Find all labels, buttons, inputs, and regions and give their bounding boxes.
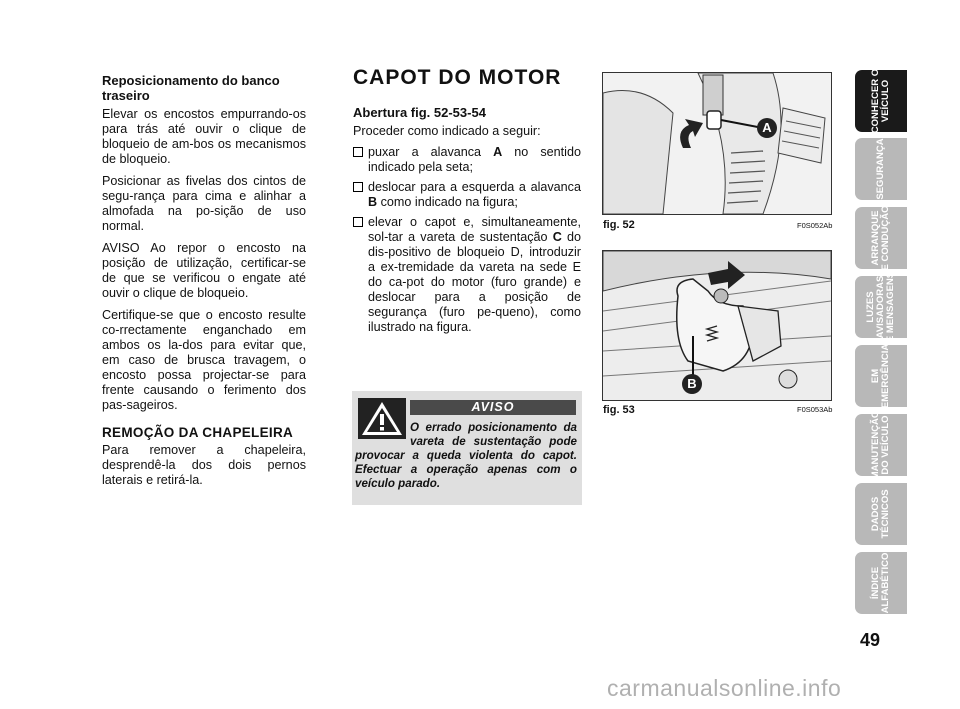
paragraph: Posicionar as fivelas dos cintos de segu-rança para cima e alinhar a almofada na po-sição de uso normal.: [102, 174, 306, 233]
tab-seguranca[interactable]: SEGURANÇA: [855, 138, 907, 200]
figure-caption: fig. 52: [603, 219, 635, 231]
figure-caption: fig. 53: [603, 404, 635, 416]
tab-conhecer-veiculo[interactable]: CONHECER O VEÍCULO: [855, 70, 907, 132]
tab-luzes-avisadoras[interactable]: LUZES AVISADORAS E MENSAGENS: [855, 276, 907, 338]
warning-text: O errado posicionamento da vareta de sustentação pode provocar a queda violenta do capot. Efectuar a operação apenas com o veículo parado.: [355, 421, 577, 490]
section-subtitle: Reposicionamento do banco traseiro: [102, 73, 280, 103]
tab-dados-tecnicos[interactable]: DADOS TÉCNICOS: [855, 483, 907, 545]
tab-manutencao[interactable]: MANUTENÇÃO DO VEÍCULO: [855, 414, 907, 476]
middle-column: [353, 66, 581, 340]
figure-53-image: [602, 250, 832, 401]
watermark: carmanualsonline.info: [607, 675, 842, 701]
paragraph: AVISO Ao repor o encosto na posição de utilização, certificar-se de que se verificou o engate até ouvir o clique de bloqueio.: [102, 241, 306, 300]
bullet-item: deslocar para a esquerda a alavanca B como indicado na figura;: [353, 180, 581, 210]
left-column: [102, 73, 306, 495]
figure-52-image: [602, 72, 832, 215]
tab-emergencia[interactable]: EM EMERGÊNCIA: [855, 345, 907, 407]
figure-code: F0S053Ab: [797, 405, 833, 414]
bullet-item: puxar a alavanca A no sentido indicado pela seta;: [353, 145, 581, 175]
figure-marker-b: B: [682, 374, 702, 394]
section-subtitle: Abertura fig. 52-53-54: [353, 105, 486, 120]
figure-marker-a: A: [757, 118, 777, 138]
tab-arranque-conducao[interactable]: ARRANQUE E CONDUÇÃO: [855, 207, 907, 269]
paragraph: Certifique-se que o encosto resulte co-rrectamente enganchado em ambos os la-dos para evitar que, em caso de brusca travagem, o encosto possa projectar-se para frente causando o ferimento dos pas-sageiros.: [102, 308, 306, 412]
tab-indice-alfabetico[interactable]: ÍNDICE ALFABÉTICO: [855, 552, 907, 614]
paragraph: Elevar os encostos empurrando-os para trás até ouvir o clique de bloqueio de am-bos os mecanismos de bloqueio.: [102, 107, 306, 166]
section-heading: REMOÇÃO DA CHAPELEIRA: [102, 425, 294, 440]
figure-code: F0S052Ab: [797, 221, 833, 230]
warning-box: [352, 391, 582, 505]
checkbox-icon: [353, 182, 363, 192]
page-title: CAPOT DO MOTOR: [353, 66, 562, 89]
warning-label: AVISO: [410, 400, 576, 415]
bullet-item: elevar o capot e, simultaneamente, sol-tar a vareta de sustentação C do dis-positivo de bloqueio D, introduzir a ex-tremidade da vareta na sede E do ca-pot do motor (furo grande) e deslocar para a posição de segurança (furo pe-queno), como ilustrado na figura.: [353, 215, 581, 335]
page-number: 49: [859, 630, 881, 650]
checkbox-icon: [353, 217, 363, 227]
intro-text: Proceder como indicado a seguir:: [353, 124, 541, 138]
checkbox-icon: [353, 147, 363, 157]
paragraph: Para remover a chapeleira, desprendê-la dos dois pernos laterais e retirá-la.: [102, 443, 306, 487]
